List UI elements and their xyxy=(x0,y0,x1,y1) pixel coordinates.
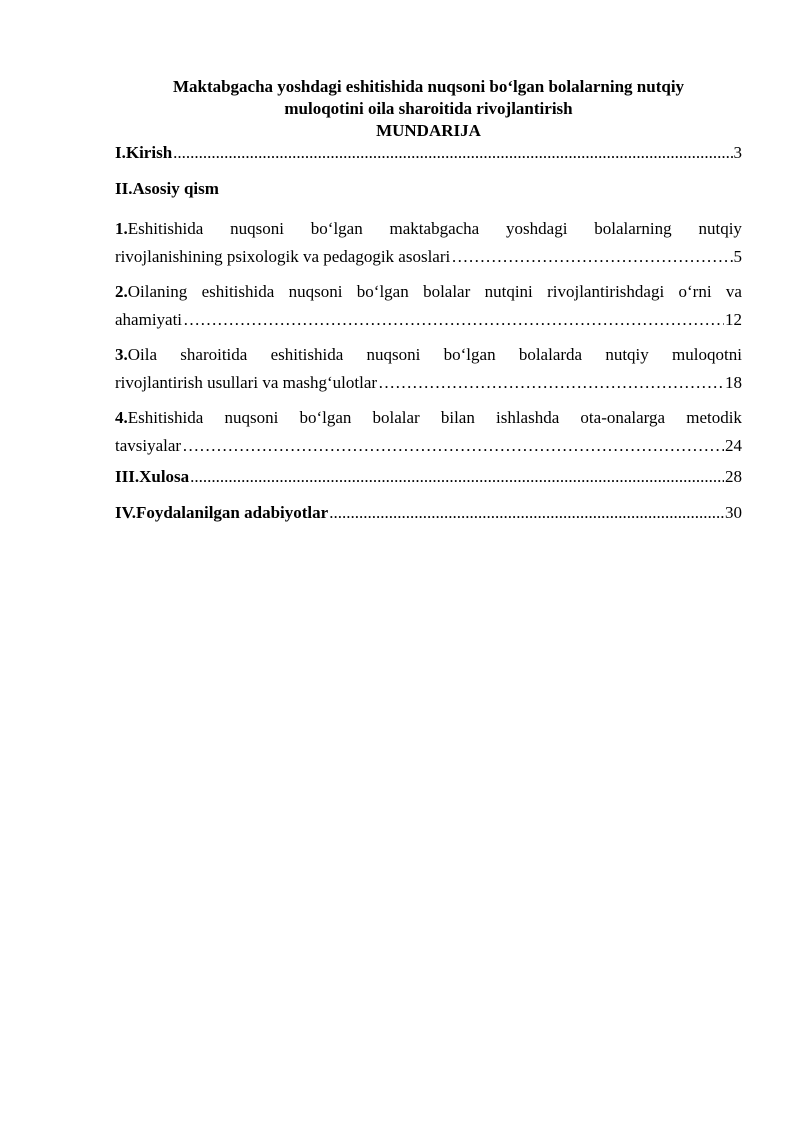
toc-word: Eshitishida xyxy=(127,219,204,238)
dot-leader xyxy=(173,142,732,164)
toc-word: yoshdagi xyxy=(506,219,568,238)
toc-word: eshitishida xyxy=(201,282,275,301)
toc-word: nutqini xyxy=(484,282,533,301)
toc-entry-xulosa xyxy=(115,466,742,488)
toc-word: nuqsoni xyxy=(230,219,284,238)
toc-page-number: 5 xyxy=(733,247,742,266)
dot-leader xyxy=(182,433,724,459)
toc-heading: MUNDARIJA xyxy=(376,121,481,140)
toc-entry-line-2 xyxy=(115,244,742,270)
toc-word: Eshitishida xyxy=(127,408,204,427)
toc-word: bo‘lgan xyxy=(310,219,363,238)
toc-word: bolalar xyxy=(423,282,471,301)
toc-page-number: 18 xyxy=(725,373,742,392)
dot-leader xyxy=(451,244,732,270)
toc-word: nutqiy xyxy=(698,219,742,238)
toc-entry-line-1 xyxy=(115,277,742,307)
toc-entry-label: I.Kirish xyxy=(115,143,173,162)
toc-word: sharoitida xyxy=(180,345,248,364)
toc-page-number: 28 xyxy=(725,467,742,486)
dot-leader xyxy=(183,307,724,333)
toc-entry-label: IV.Foydalanilgan adabiyotlar xyxy=(115,503,329,522)
toc-word: muloqotni xyxy=(672,345,742,364)
toc-entry-text: ahamiyati xyxy=(115,310,183,329)
toc-word: maktabgacha xyxy=(389,219,480,238)
toc-word: nutqiy xyxy=(605,345,649,364)
toc-word: metodik xyxy=(686,408,742,427)
toc-entry-label: III.Xulosa xyxy=(115,467,190,486)
toc-word: Oila xyxy=(127,345,158,364)
toc-entry-4 xyxy=(115,403,742,459)
document-title-line-1: Maktabgacha yoshdagi eshitishida nuqsoni bo‘lgan bolalarning nutqiy xyxy=(172,77,685,96)
toc-word: Oilaning xyxy=(127,282,188,301)
toc-entry-kirish xyxy=(115,142,742,164)
toc-entry-number: 3. xyxy=(115,345,128,364)
toc-entry-3 xyxy=(115,340,742,396)
toc-word: va xyxy=(725,282,742,301)
toc-entry-line-1 xyxy=(115,340,742,370)
document-title-line-2: muloqotini oila sharoitida rivojlantirish xyxy=(284,99,573,118)
toc-page-number: 24 xyxy=(725,436,742,455)
toc-word: eshitishida xyxy=(270,345,344,364)
toc-entry-number: 1. xyxy=(115,219,128,238)
document-page xyxy=(115,76,742,538)
toc-word: nuqsoni xyxy=(288,282,343,301)
toc-entry-line-1 xyxy=(115,403,742,433)
toc-word: bolalar xyxy=(372,408,420,427)
toc-word: nuqsoni xyxy=(366,345,421,364)
toc-word: bo‘lgan xyxy=(443,345,496,364)
toc-entry-line-2 xyxy=(115,433,742,459)
toc-entry-text: rivojlantirish usullari va mashg‘ulotlar xyxy=(115,373,378,392)
toc-word: ishlashda xyxy=(496,408,560,427)
toc-word: nuqsoni xyxy=(224,408,279,427)
toc-word: bo‘lgan xyxy=(356,282,409,301)
toc-word: ota-onalarga xyxy=(580,408,666,427)
dot-leader xyxy=(378,370,724,396)
dot-leader xyxy=(329,502,724,524)
toc-entry-text: tavsiyalar xyxy=(115,436,182,455)
toc-entry-1 xyxy=(115,214,742,270)
toc-entry-number: 2. xyxy=(115,282,128,301)
toc-entry-2 xyxy=(115,277,742,333)
toc-section-asosiy-qism: II.Asosiy qism xyxy=(115,179,219,198)
dot-leader xyxy=(190,466,724,488)
toc-entry-line-2 xyxy=(115,370,742,396)
toc-entry-text: rivojlanishining psixologik va pedagogik asoslari xyxy=(115,247,451,266)
toc-page-number: 30 xyxy=(725,503,742,522)
toc-word: bolalarning xyxy=(594,219,672,238)
toc-entry-number: 4. xyxy=(115,408,128,427)
toc-entry-line-1 xyxy=(115,214,742,244)
toc-page-number: 12 xyxy=(725,310,742,329)
toc-entry-line-2 xyxy=(115,307,742,333)
toc-page-number: 3 xyxy=(733,143,742,162)
toc-word: bo‘lgan xyxy=(299,408,352,427)
toc-word: bilan xyxy=(440,408,475,427)
table-of-contents xyxy=(115,142,742,524)
toc-word: o‘rni xyxy=(678,282,712,301)
toc-word: rivojlantirishdagi xyxy=(547,282,665,301)
toc-entry-adabiyotlar xyxy=(115,502,742,524)
toc-word: bolalarda xyxy=(518,345,583,364)
